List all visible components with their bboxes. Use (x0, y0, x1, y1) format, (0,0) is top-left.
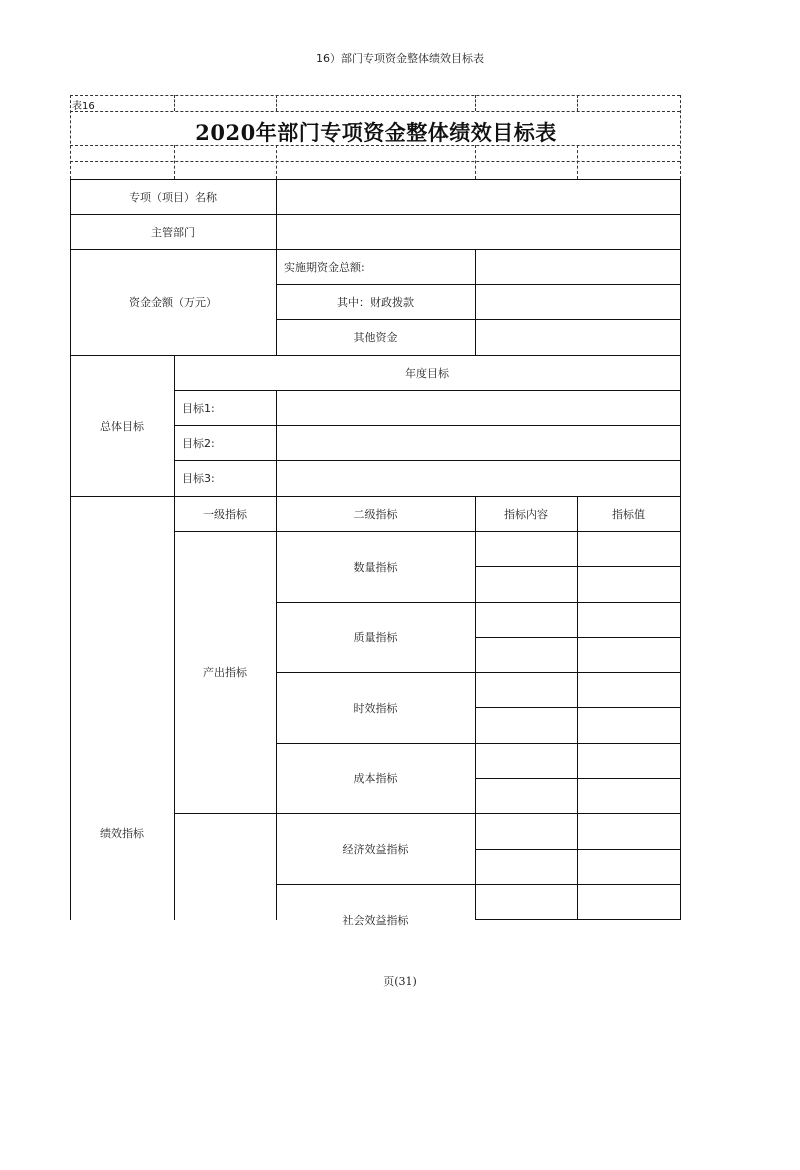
goal1-label: 目标1: (182, 401, 215, 415)
project-name-label: 专项（项目）名称 (129, 190, 217, 204)
dept-label: 主管部门 (151, 225, 195, 239)
quality-indicator-label: 质量指标 (353, 631, 398, 644)
col-level1-header: 一级指标 (203, 507, 247, 521)
cost-indicator-label: 成本指标 (353, 772, 398, 785)
project-name-value[interactable] (276, 179, 680, 214)
amount-label: 资金金额（万元） (129, 296, 217, 309)
amount-total-value[interactable] (475, 249, 680, 284)
social-indicator-label: 社会效益指标 (342, 914, 409, 927)
overall-goal-label: 总体目标 (100, 419, 144, 433)
amount-fiscal-label: 其中：财政拨款 (337, 295, 414, 309)
goal3-label: 目标3: (182, 472, 215, 485)
page-number: 页(31) (383, 975, 417, 988)
social-indicator-clip (276, 884, 475, 927)
goal1-value[interactable] (276, 390, 680, 425)
dept-value[interactable] (276, 214, 680, 249)
amount-other-value[interactable] (475, 319, 680, 355)
table-label: 表16 (72, 101, 95, 112)
goal3-value[interactable] (276, 460, 680, 496)
amount-other-label: 其他资金 (353, 331, 398, 344)
amount-fiscal-value[interactable] (475, 284, 680, 319)
annual-goal-header: 年度目标 (405, 366, 449, 380)
goal2-label: 目标2: (182, 436, 215, 450)
timeliness-indicator-label: 时效指标 (353, 701, 398, 715)
page-title: 2020年部门专项资金整体绩效目标表 (195, 120, 557, 145)
quantity-indicator-label: 数量指标 (353, 560, 398, 574)
page-header: 16）部门专项资金整体绩效目标表 (316, 52, 484, 65)
output-indicator-label: 产出指标 (203, 666, 247, 679)
col-value-header: 指标值 (612, 507, 645, 521)
economic-indicator-label: 经济效益指标 (342, 842, 409, 856)
amount-total-label: 实施期资金总额: (284, 260, 365, 274)
goal2-value[interactable] (276, 425, 680, 460)
indicators-label: 绩效指标 (100, 826, 144, 840)
col-level2-header: 二级指标 (353, 507, 398, 521)
col-content-header: 指标内容 (504, 507, 548, 521)
